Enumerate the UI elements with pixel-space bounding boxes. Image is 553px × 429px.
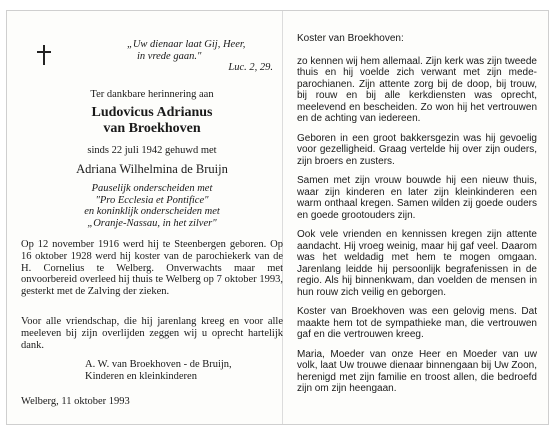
honours-line-4: „Oranje-Nassau, in het zilver" xyxy=(87,217,217,229)
paragraph-1: zo kennen wij hem allemaal. Zijn kerk was zijn tweede thuis en hij voelde zich verwant met zijn mede-parochianen. Zijn attente zorg bij de doop, bij trouw, bij rouw en bij alle kerkdiensten was oprecht, meelevend en bescheiden. Zo won hij het vertrouwen en de achting van iedereen. xyxy=(297,55,537,124)
signature-line-1: A. W. van Broekhoven - de Bruijn, xyxy=(85,359,232,370)
thanks-text: Voor alle vriendschap, die hij jarenlang kreeg en voor alle meeleven bij zijn overlijden zeggen wij u oprecht hartelijk dank. xyxy=(21,316,283,351)
paragraph-2: Geboren in een groot bakkersgezin was hij gevoelig voor gezelligheid. Graag vertelde hij over zijn ouders, zijn broers en zusters. xyxy=(297,132,537,167)
deceased-name xyxy=(21,105,283,137)
name-line-2: van Broekhoven xyxy=(103,121,201,136)
right-heading: Koster van Broekhoven: xyxy=(297,33,404,44)
right-page xyxy=(297,33,537,403)
honours-line-2: "Pro Ecclesia et Pontifice" xyxy=(95,194,209,206)
cross-icon xyxy=(37,45,51,65)
honours-line-3: en koninklijk onderscheiden met xyxy=(84,206,220,217)
married-line: sinds 22 juli 1942 gehuwd met xyxy=(87,145,217,156)
biography: Op 12 november 1916 werd hij te Steenbergen geboren. Op 16 oktober 1928 werd hij koster van de parochiekerk van de H. Cornelius te Welberg. Onverwachts maar met onvoorbereid overleed hij thuis te Welberg op 7 oktober 1993, gesterkt met de Zalving der zieken. xyxy=(21,239,283,298)
signature-line-2: Kinderen en kleinkinderen xyxy=(85,370,197,382)
paragraph-3: Samen met zijn vrouw bouwde hij een nieuw thuis, waar zijn kinderen en later zijn kleinkinderen een warm onthaal kregen. Samen wilden zij goede ouders en goede grootouders zijn. xyxy=(297,175,537,221)
spouse-name: Adriana Wilhelmina de Bruijn xyxy=(76,162,228,176)
quote-line-1: „Uw dienaar laat Gij, Heer, xyxy=(127,39,246,50)
honours xyxy=(21,183,283,229)
signature xyxy=(85,359,285,383)
quote-reference: Luc. 2, 29. xyxy=(228,62,273,73)
tribute-line: Ter dankbare herinnering aan xyxy=(90,89,214,100)
paragraph-4: Ook vele vrienden en kennissen kregen zijn attente aandacht. Hij vroeg weinig, maar hij gaf veel. Daarom was het weldadig met hem te mogen omgaan. Jarenlang leidde hij persoonlijk begrafenissen in de regio. Als hij binnenkwam, dan voelden de mensen in hun rouw zich veilig en geborgen. xyxy=(297,229,537,298)
scripture-quote xyxy=(127,39,287,74)
paragraph-6: Maria, Moeder van onze Heer en Moeder van uw volk, laat Uw trouwe dienaar binnengaan bij Uw Zoon, herenigd met zijn familie en troost allen, die bedroefd zijn om zijn heengaan. xyxy=(297,348,537,394)
quote-line-2: in vrede gaan." xyxy=(137,50,202,62)
place-date: Welberg, 11 oktober 1993 xyxy=(21,396,130,407)
honours-line-1: Pauselijk onderscheiden met xyxy=(91,183,213,194)
memorial-card xyxy=(6,10,549,425)
paragraph-5: Koster van Broekhoven was een gelovig mens. Dat maakte hem tot de sympathieke man, die vertrouwen gaf en die vertrouwen kreeg. xyxy=(297,306,537,340)
name-line-1: Ludovicus Adrianus xyxy=(91,105,213,120)
